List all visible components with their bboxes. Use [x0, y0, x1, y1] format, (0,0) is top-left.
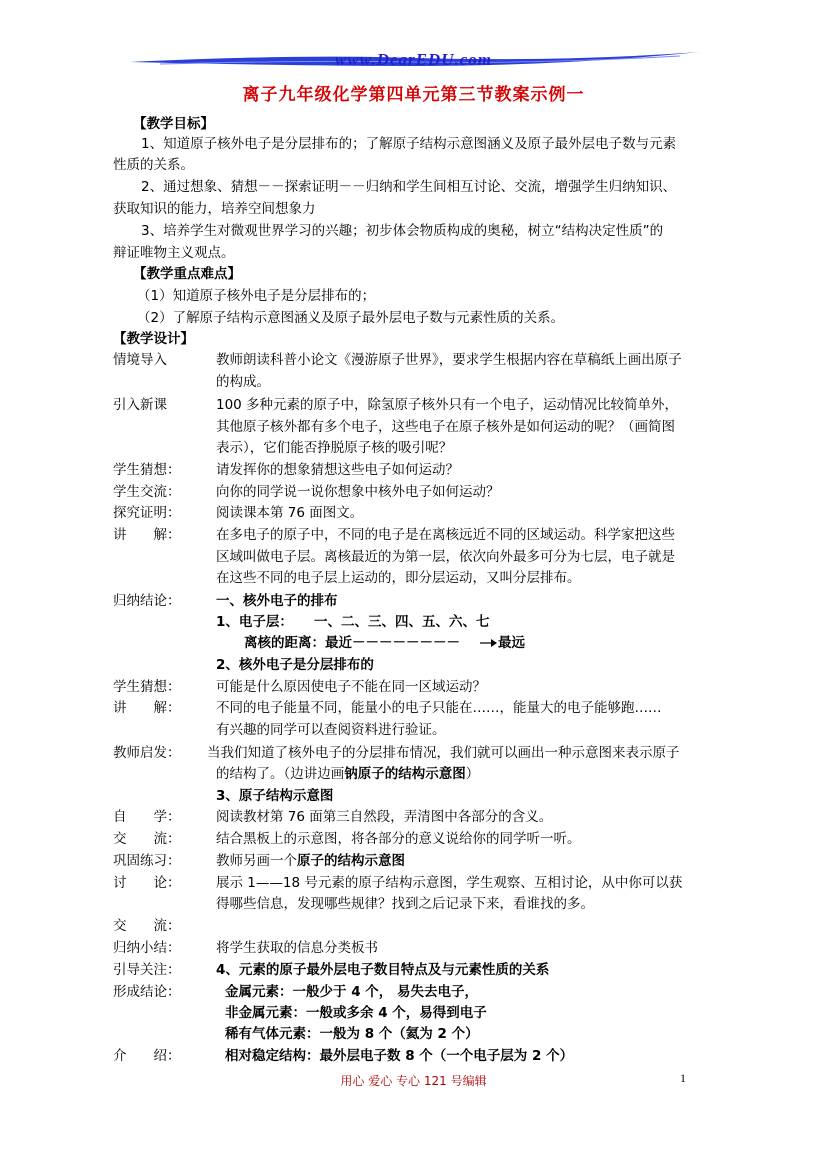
page-number: 1 — [680, 1071, 686, 1085]
row-label-guide: 引导关注： — [113, 962, 181, 978]
section-1-heading: 一、核外电子的排布 — [216, 593, 338, 609]
row-text: 得哪些信息，发现哪些规律？找到之后记录下来，看谁找的多。 — [216, 896, 594, 912]
keypoints-heading: 【教学重点难点】 — [133, 266, 241, 282]
row-text: 阅读教材第 76 面第三自然段，弄清图中各部分的含义。 — [216, 809, 553, 825]
row-label-introduce: 介 绍： — [113, 1048, 181, 1064]
row-text: 的构成。 — [216, 374, 270, 390]
row-label-intro: 情境导入 — [113, 352, 167, 368]
stable-structure-rule: 相对稳定结构：最外层电子数 8 个（一个电子层为 2 个） — [225, 1048, 574, 1064]
goals-heading: 【教学目标】 — [133, 116, 214, 132]
row-text: 表示），它们能否挣脱原子核的吸引呢？ — [216, 440, 453, 456]
row-label-practice: 巩固练习： — [113, 853, 181, 869]
row-text: 有兴趣的同学可以查阅资料进行验证。 — [216, 722, 446, 738]
row-label-new-lesson: 引入新课 — [113, 397, 167, 413]
row-label-form-conclusion: 形成结论： — [113, 984, 181, 1000]
row-text: 在这些不同的电子层上运动的，即分层运动，又叫分层排布。 — [216, 570, 581, 586]
row-text: 向你的同学说一说你想象中核外电子如何运动？ — [216, 484, 500, 500]
row-text: 展示 1——18 号元素的原子结构示意图，学生观察、互相讨论，从中你可以获 — [216, 875, 683, 891]
goal-3-line2: 辩证唯物主义观点。 — [113, 245, 235, 261]
row-label-explain: 讲 解： — [113, 527, 181, 543]
row-label-explore: 探究证明： — [113, 505, 181, 521]
electron-shell-label: 1、电子层： — [216, 614, 293, 630]
row-text: 教师朗读科普小论文《漫游原子世界》，要求学生根据内容在草稿纸上画出原子 — [216, 352, 682, 368]
row-text: 可能是什么原因使电子不能在同一区域运动？ — [216, 679, 486, 695]
nonmetal-rule: 非金属元素：一般或多余 4 个，易得到电子 — [225, 1005, 487, 1021]
row-label-teacher-hint: 教师启发： — [113, 745, 181, 761]
row-text: 教师另画一个原子的结构示意图 — [216, 853, 405, 869]
design-heading: 【教学设计】 — [113, 331, 194, 347]
electron-shell-list: 一、二、三、四、五、六、七 — [314, 614, 490, 630]
row-text: 其他原子核外都有多个电子，这些电子在原子核外是如何运动的呢？（画简图 — [216, 419, 675, 435]
row-label-discussion: 讨 论： — [113, 875, 181, 891]
row-label-exchange-2: 交 流： — [113, 831, 181, 847]
footer-slogan: 用心 爱心 专心 121 号编辑 — [340, 1074, 487, 1088]
row-label-self-study: 自 学： — [113, 809, 181, 825]
goal-3-line1: 3、培养学生对微观世界学习的兴趣；初步体会物质构成的奥秘，树立“结构决定性质”的 — [141, 223, 664, 239]
site-url[interactable]: www.DearEDU.com — [335, 50, 492, 69]
row-label-guess-2: 学生猜想： — [113, 679, 181, 695]
arrow-right-icon — [480, 638, 498, 648]
section-4-heading: 4、元素的原子最外层电子数目特点及与元素性质的关系 — [216, 962, 550, 978]
row-text: 结合黑板上的示意图，将各部分的意义说给你的同学听一听。 — [216, 831, 581, 847]
distance-far: 最远 — [498, 635, 525, 651]
row-text: 当我们知道了核外电子的分层排布情况，我们就可以画出一种示意图来表示原子 — [207, 745, 680, 761]
row-text: 区域叫做电子层。离核最近的为第一层，依次向外最多可分为七层，电子就是 — [216, 549, 675, 565]
row-label-conclusion: 归纳结论： — [113, 593, 181, 609]
goal-2-line1: 2、通过想象、猜想－－探索证明－－归纳和学生间相互讨论、交流，增强学生归纳知识、 — [141, 179, 677, 195]
row-label-explain-2: 讲 解： — [113, 700, 181, 716]
row-text: 的结构了。（边讲边画钠原子的结构示意图） — [216, 766, 480, 782]
row-label-summary: 归纳小结： — [113, 940, 181, 956]
metal-rule: 金属元素：一般少于 4 个， 易失去电子， — [225, 984, 478, 1000]
section-2-heading: 2、核外电子是分层排布的 — [216, 657, 374, 673]
row-text: 请发挥你的想象猜想这些电子如何运动？ — [216, 462, 459, 478]
row-text: 将学生获取的信息分类板书 — [216, 940, 378, 956]
goal-2-line2: 获取知识的能力，培养空间想象力 — [113, 201, 316, 217]
keypoint-1: （1）知道原子核外电子是分层排布的； — [137, 288, 376, 304]
goal-1-line2: 性质的关系。 — [113, 157, 194, 173]
page-title: 离子九年级化学第四单元第三节教案示例一 — [242, 85, 585, 105]
row-text: 不同的电子能量不同，能量小的电子只能在……，能量大的电子能够跑…… — [216, 700, 662, 716]
row-text: 100 多种元素的原子中，除氢原子核外只有一个电子，运动情况比较简单外， — [216, 397, 679, 413]
goal-1-line1: 1、知道原子核外电子是分层排布的；了解原子结构示意图涵义及原子最外层电子数与元素 — [141, 136, 677, 152]
row-label-exchange-3: 交 流： — [113, 918, 181, 934]
row-label-guess: 学生猜想： — [113, 462, 181, 478]
row-text: 在多电子的原子中，不同的电子是在离核远近不同的区域运动。科学家把这些 — [216, 527, 675, 543]
row-label-exchange: 学生交流： — [113, 484, 181, 500]
keypoint-2: （2）了解原子结构示意图涵义及原子最外层电子数与元素性质的关系。 — [137, 310, 565, 326]
section-3-heading: 3、原子结构示意图 — [216, 788, 334, 804]
noble-gas-rule: 稀有气体元素：一般为 8 个（氦为 2 个） — [225, 1026, 479, 1042]
distance-label: 离核的距离：最近－－－－－－－－ — [244, 635, 460, 651]
row-text: 阅读课本第 76 面图文。 — [216, 505, 364, 521]
